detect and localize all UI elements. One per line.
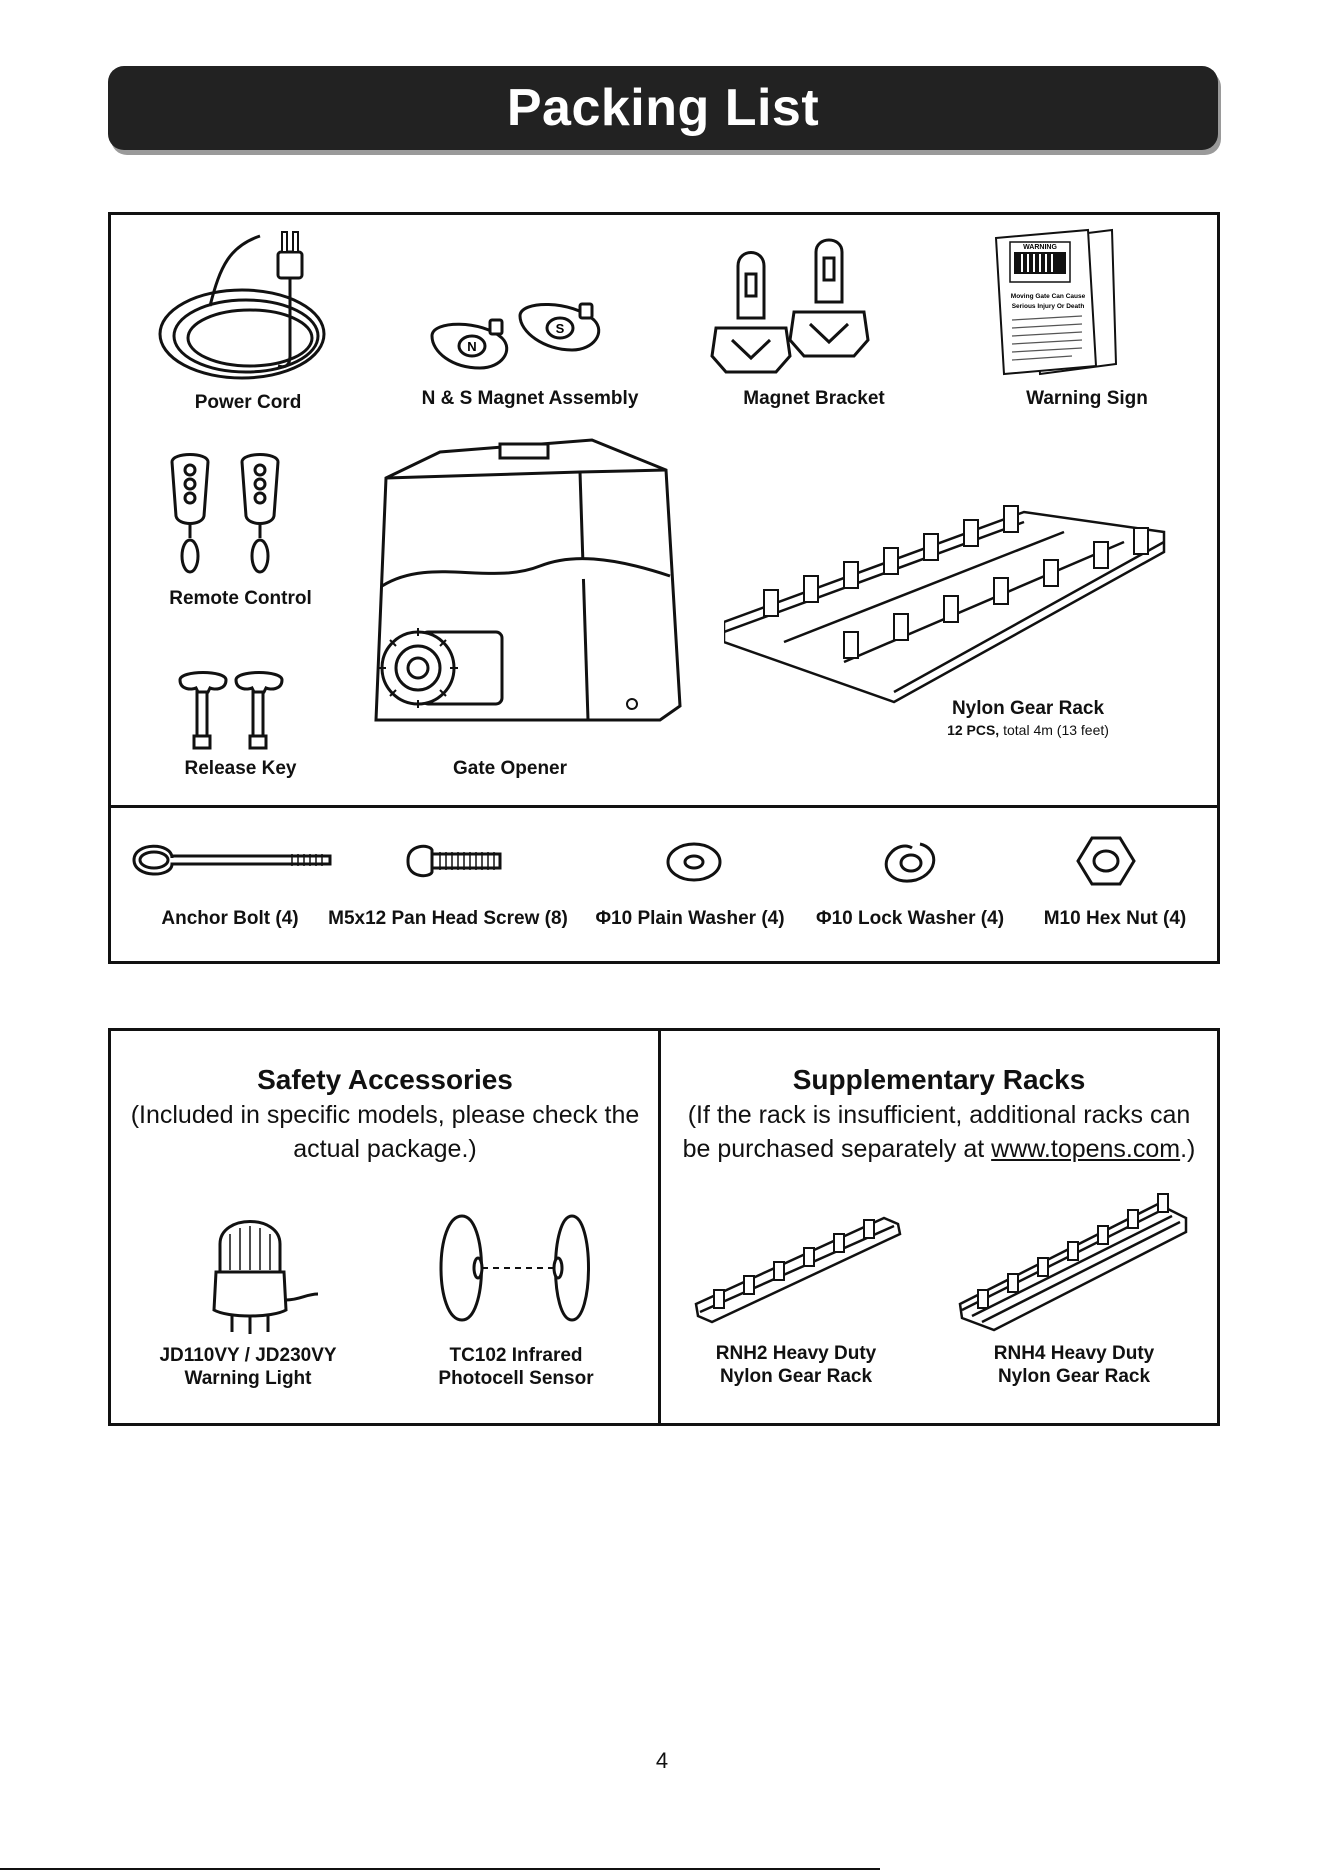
hex-nut-image (1076, 834, 1136, 888)
nylon-gear-rack-label: Nylon Gear Rack (951, 698, 1105, 719)
accessories-divider (658, 1028, 661, 1426)
anchor-bolt-image (132, 836, 332, 886)
pan-head-screw-image (404, 840, 504, 882)
topens-website-link[interactable]: www.topens.com (991, 1135, 1181, 1163)
magnet-s-letter: S (555, 321, 565, 336)
rnh2-rack-label-1: RNH2 Heavy Duty (715, 1343, 877, 1364)
release-key-image (174, 670, 294, 752)
gate-opener-label: Gate Opener (452, 758, 568, 779)
rnh4-rack-label-1: RNH4 Heavy Duty (993, 1343, 1155, 1364)
magnet-n-letter: N (467, 339, 477, 354)
safety-accessories-title: Safety Accessories (257, 1064, 513, 1095)
rnh2-rack-label-2: Nylon Gear Rack (719, 1366, 873, 1387)
magnet-assembly-image (422, 290, 612, 380)
remote-control-image (164, 452, 294, 582)
release-key-label: Release Key (184, 758, 297, 779)
magnet-bracket-image (708, 238, 898, 378)
warning-light-label-2: Warning Light (184, 1368, 312, 1389)
nylon-gear-rack-image (724, 472, 1168, 712)
supplementary-racks-desc-2 (662, 1132, 1216, 1166)
safety-accessories-desc-2: actual package.) (293, 1135, 477, 1163)
warning-sign-line-2: Serious Injury Or Death (1011, 303, 1085, 310)
supplementary-racks-desc-2-suffix: .) (1180, 1135, 1196, 1163)
hardware-label-plain-washer: Φ10 Plain Washer (4) (595, 908, 785, 929)
photocell-sensor-image (432, 1212, 596, 1324)
hardware-divider (108, 805, 1220, 808)
rnh2-rack-image (694, 1204, 902, 1334)
rnh4-rack-label-2: Nylon Gear Rack (997, 1366, 1151, 1387)
page-number: 4 (655, 1748, 669, 1773)
supplementary-racks-desc-1: (If the rack is insufficient, additional racks can (687, 1101, 1191, 1129)
nylon-gear-rack-detail (918, 722, 1138, 738)
footer-rule (0, 1868, 880, 1870)
plain-washer-image (664, 838, 724, 886)
page-title-banner (108, 66, 1218, 150)
photocell-sensor-label-1: TC102 Infrared (449, 1345, 583, 1366)
warning-light-label-1: JD110VY / JD230VY (159, 1345, 337, 1366)
hardware-label-pan-head-screw: M5x12 Pan Head Screw (8) (328, 908, 568, 929)
remote-control-label: Remote Control (169, 588, 312, 609)
supplementary-racks-title: Supplementary Racks (792, 1064, 1086, 1095)
magnet-bracket-label: Magnet Bracket (743, 388, 885, 409)
power-cord-image (150, 226, 340, 386)
nylon-gear-rack-length: total 4m (13 feet) (999, 722, 1109, 738)
safety-accessories-desc-1: (Included in specific models, please check the (130, 1101, 640, 1129)
warning-light-image (206, 1214, 322, 1338)
warning-sign-label: Warning Sign (1026, 388, 1148, 409)
power-cord-label: Power Cord (194, 392, 302, 413)
page-title: Packing List (506, 79, 820, 137)
hardware-label-lock-washer: Φ10 Lock Washer (4) (815, 908, 1005, 929)
hardware-label-hex-nut: M10 Hex Nut (4) (1043, 908, 1187, 929)
warning-sign-line-1: Moving Gate Can Cause (1010, 293, 1086, 300)
nylon-gear-rack-qty: 12 PCS, (947, 722, 1000, 738)
warning-sign-heading: WARNING (1023, 244, 1057, 251)
warning-sign-image (992, 228, 1122, 378)
magnet-assembly-label: N & S Magnet Assembly (421, 388, 639, 409)
rnh4-rack-image (958, 1184, 1188, 1334)
supplementary-racks-desc-2-prefix: be purchased separately at (682, 1135, 992, 1163)
photocell-sensor-label-2: Photocell Sensor (438, 1368, 594, 1389)
hardware-label-anchor-bolt: Anchor Bolt (4) (161, 908, 299, 929)
gate-opener-image (370, 436, 688, 736)
lock-washer-image (880, 836, 942, 886)
